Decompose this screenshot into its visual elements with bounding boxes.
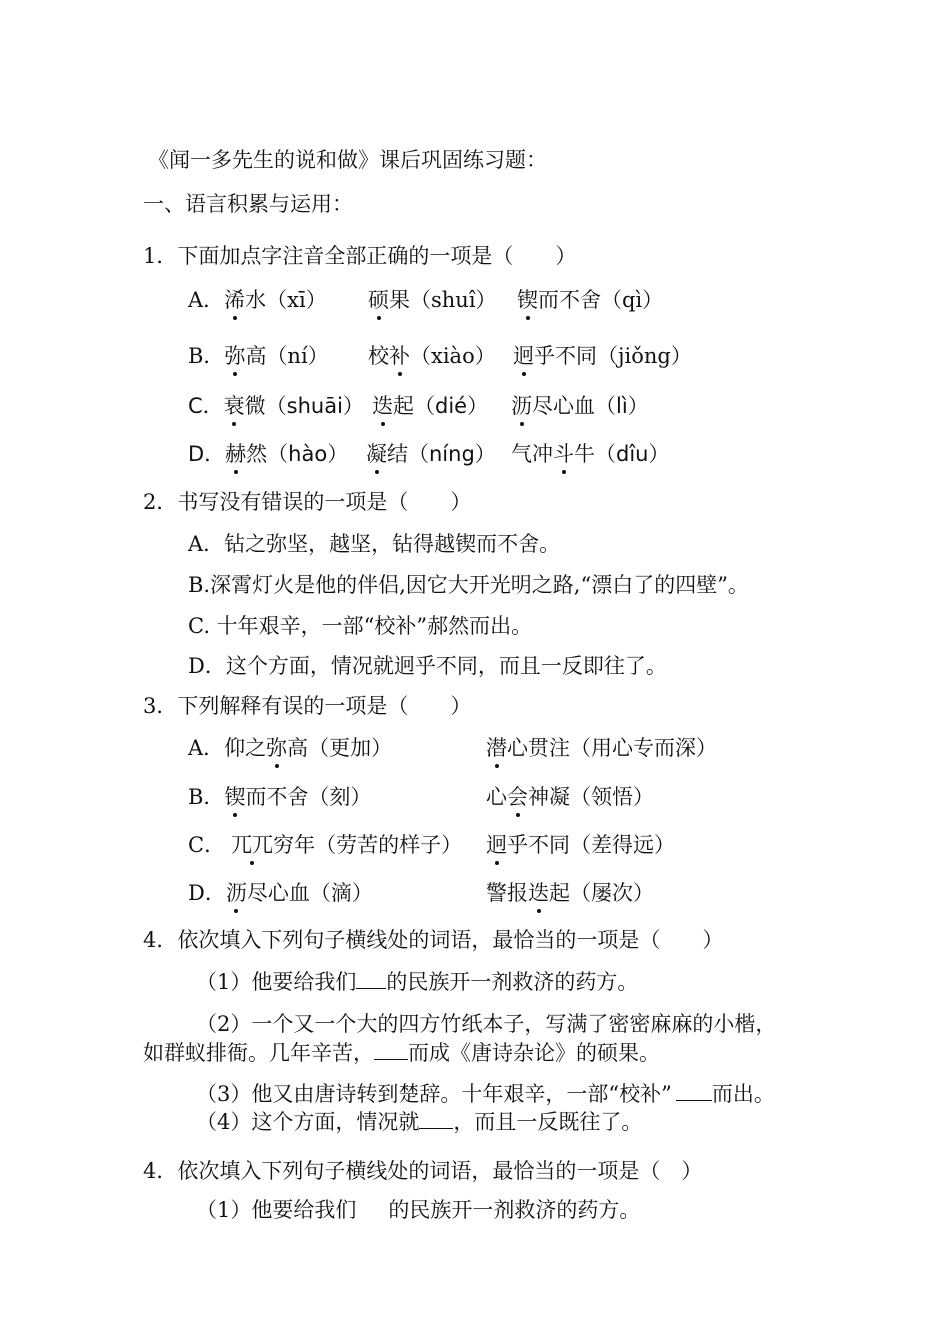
q3-option-a-left: A．仰之弥高（更加） — [188, 736, 393, 760]
q3-option-c-left: C． 兀兀穷年（劳苦的样子） — [188, 833, 463, 857]
q2-option-d: D．这个方面，情况就迥乎不同，而且一反即往了。 — [188, 654, 667, 678]
q1-a-word3: 锲而不舍（qì） — [517, 288, 664, 312]
fill-blank[interactable] — [374, 1043, 408, 1060]
q3-option-a-right: 潜心贯注（用心专而深） — [486, 736, 717, 760]
q4-sentence-1: （1）他要给我们 的民族开一剂救济的药方。 — [196, 970, 639, 994]
q4-sentence-2b: 如群蚁排衙。几年辛苦， 而成《唐诗杂论》的硕果。 — [143, 1041, 660, 1065]
question-4b-stem: 4．依次填入下列句子横线处的词语，最恰当的一项是（ ） — [143, 1159, 703, 1183]
q1-option-b: B．弥高（ní） — [188, 344, 329, 368]
q3-option-d-right: 警报迭起（屡次） — [486, 881, 654, 905]
q3-option-b-right: 心会神凝（领悟） — [486, 785, 654, 809]
q1-b-word3: 迥乎不同（jiǒng） — [513, 344, 692, 368]
section-heading: 一、语言积累与运用： — [143, 192, 353, 216]
fill-blank[interactable] — [419, 1112, 453, 1129]
q1-a-word2: 硕果（shuî） — [368, 288, 497, 312]
q1-d-word3: 气冲斗牛（dîu） — [511, 442, 670, 466]
q2-option-b: B.深霄灯火是他的伴侣,因它大开光明之路,“漂白了的四壁”。 — [188, 573, 749, 597]
q1-option-a: A．浠水（xī） — [188, 288, 327, 312]
q4-sentence-2a: （2）一个又一个大的四方竹纸本子，写满了密密麻麻的小楷， — [196, 1012, 777, 1036]
question-4-stem: 4．依次填入下列句子横线处的词语，最恰当的一项是（ ） — [143, 928, 724, 952]
q4-sentence-4: （4）这个方面，情况就 ，而且一反既往了。 — [196, 1110, 643, 1134]
q2-option-a: A．钻之弥坚，越坚，钻得越锲而不舍。 — [188, 532, 561, 556]
question-2-stem: 2．书写没有错误的一项是（ ） — [143, 490, 472, 514]
q3-option-d-left: D．沥尽心血（滴） — [188, 881, 373, 905]
fill-blank[interactable] — [676, 1084, 712, 1101]
page-title: 《闻一多先生的说和做》课后巩固练习题： — [148, 148, 547, 172]
q1-c-word3: 沥尽心血（lì） — [511, 394, 649, 418]
q1-option-d: D．赫然（hào） — [188, 442, 349, 466]
question-3-stem: 3．下列解释有误的一项是（ ） — [143, 694, 472, 718]
q2-option-c: C. 十年艰辛，一部“校补”郝然而出。 — [188, 614, 533, 638]
q4b-sentence-1: （1）他要给我们 的民族开一剂救济的药方。 — [196, 1198, 641, 1222]
q1-b-word2: 校补（xiào） — [368, 344, 496, 368]
q3-option-c-right: 迥乎不同（差得远） — [486, 833, 675, 857]
q1-d-word2: 凝结（níng） — [366, 442, 496, 466]
q4-sentence-3: （3）他又由唐诗转到楚辞。十年艰辛，一部“校补” 而出。 — [196, 1082, 775, 1106]
question-1-stem: 1．下面加点字注音全部正确的一项是（ ） — [143, 244, 577, 268]
q1-c-word2: 迭起（dié） — [372, 394, 489, 418]
q3-option-b-left: B．锲而不舍（刻） — [188, 785, 372, 809]
q1-option-c: C．衰微（shuāi） — [188, 394, 364, 418]
fill-blank[interactable] — [356, 972, 386, 989]
